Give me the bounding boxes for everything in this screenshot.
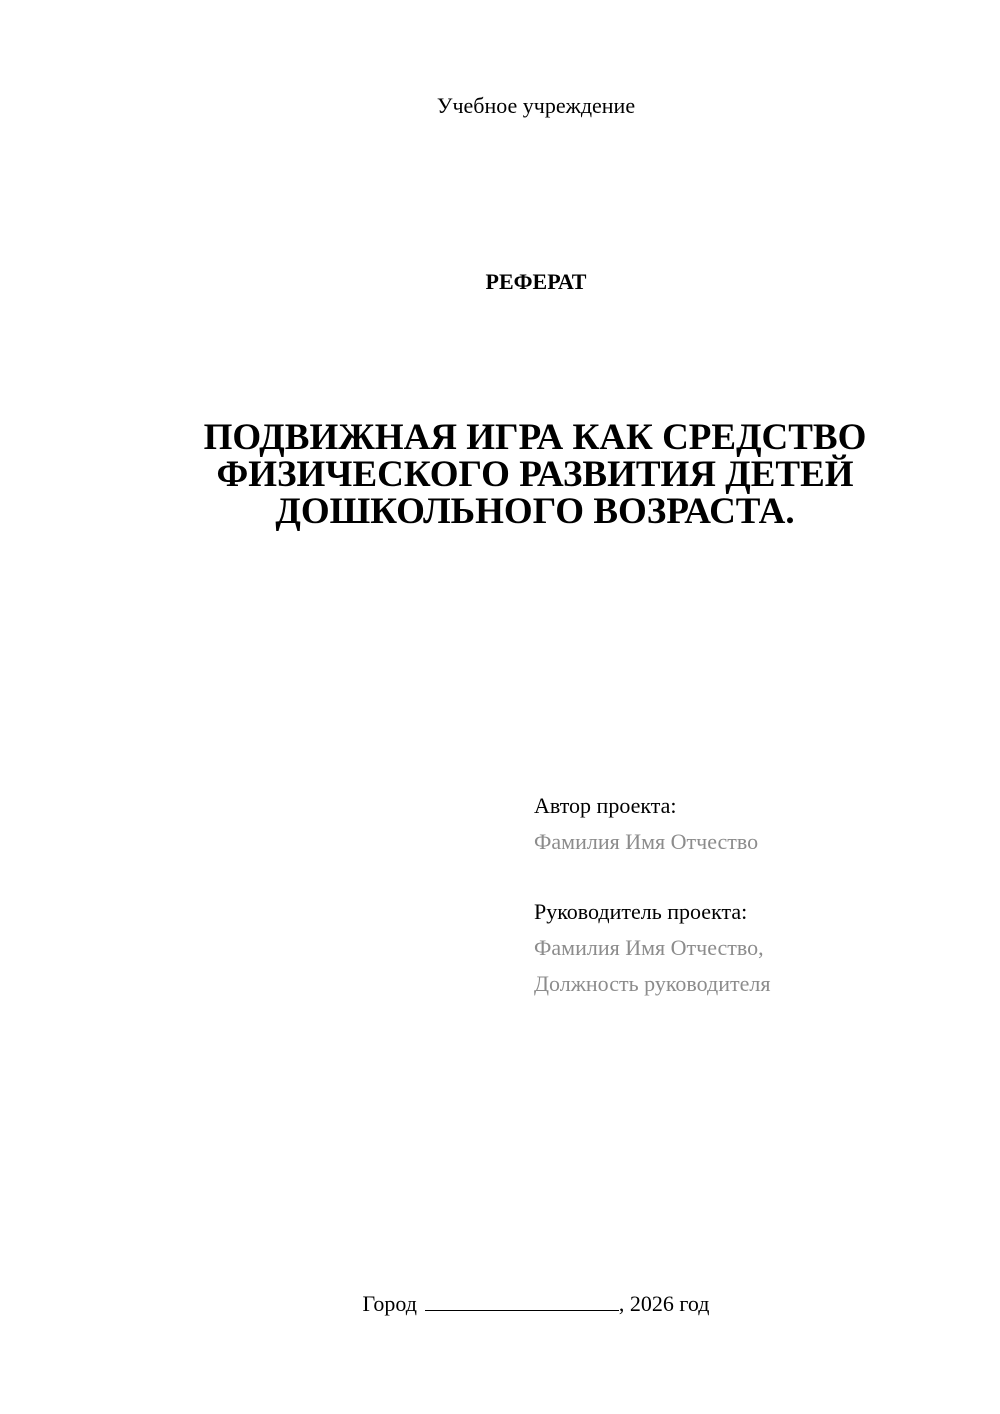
supervisor-label: Руководитель проекта:: [534, 899, 748, 924]
city-label: Город: [362, 1291, 417, 1316]
credits-block: [534, 788, 954, 1002]
year-text: , 2026 год: [618, 1291, 710, 1316]
institution-name: Учебное учреждение: [436, 93, 636, 118]
supervisor-name-placeholder: Фамилия Имя Отчество,: [534, 935, 764, 960]
author-label: Автор проекта:: [534, 793, 677, 818]
footer-city-year: [0, 1290, 1000, 1318]
title-line: ПОДВИЖНАЯ ИГРА КАК СРЕДСТВО: [203, 417, 867, 458]
title-line: ФИЗИЧЕСКОГО РАЗВИТИЯ ДЕТЕЙ: [216, 454, 854, 495]
city-blank-line: [425, 1290, 619, 1311]
document-type-heading: РЕФЕРАТ: [485, 269, 587, 294]
supervisor-position-placeholder: Должность руководителя: [534, 971, 771, 996]
title-line: ДОШКОЛЬНОГО ВОЗРАСТА.: [275, 491, 795, 532]
author-name-placeholder: Фамилия Имя Отчество: [534, 829, 759, 854]
credits-spacer: [534, 860, 954, 894]
document-title: [150, 419, 920, 530]
